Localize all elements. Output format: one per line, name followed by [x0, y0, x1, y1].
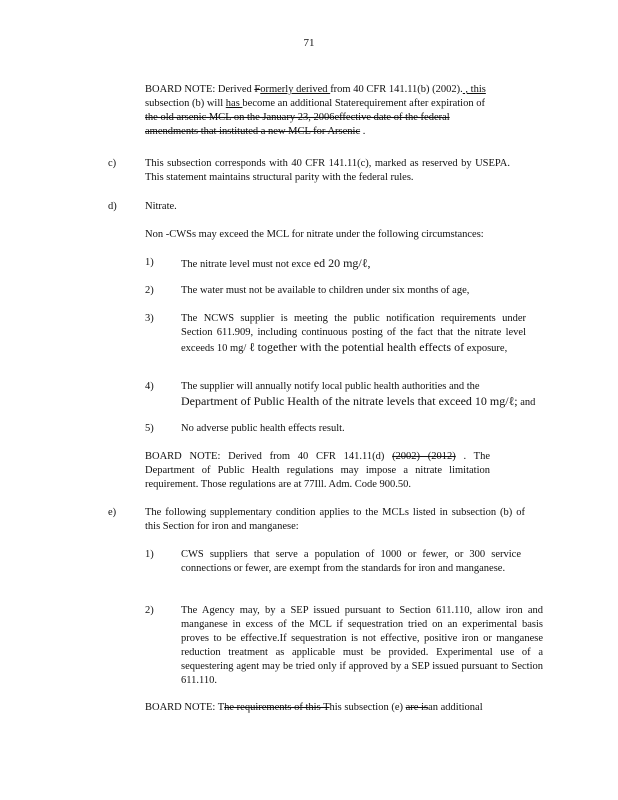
- item-c-label: c): [108, 158, 117, 169]
- item-d-5-text: No adverse public health effects result.: [181, 423, 345, 434]
- item-c-text: This subsection corresponds with 40 CFR 141.11(c), marked as reserved by USEPA. This statement maintains structural parity with the federal rules.: [145, 158, 510, 183]
- item-e-board-note: [145, 701, 545, 715]
- board-note-b-text-5: requirement after expiration of: [355, 98, 485, 109]
- item-e-2-label: 2): [145, 605, 154, 616]
- board-note-b-deleted-1: F: [254, 84, 261, 95]
- board-note-b-inserted-1: ormerly derived: [260, 84, 331, 95]
- item-e-intro: The following supplementary condition applies to the MCLs listed in subsection (b) of this Section for iron and manganese:: [145, 507, 525, 532]
- item-e-board-note-text-2: his subsection (e): [329, 702, 406, 713]
- item-e-board-note-text-1: BOARD NOTE: T: [145, 702, 225, 713]
- item-e-board-note-deleted-1: he requirements of this T: [224, 702, 330, 713]
- item-d-2-text: The water must not be available to children under six months of age,: [181, 285, 470, 296]
- board-note-b-deleted-4: amendments that instituted a new MCL for Arsenic: [145, 126, 361, 137]
- board-note-b-text-2: from 40 CFR 141.11(b) (2002).: [330, 84, 463, 95]
- item-d-3-text-tail2: exposure,: [466, 343, 508, 354]
- item-e-2-text: The Agency may, by a SEP issued pursuant to Section 611.110, allow iron and manganese in excess of the MCL if sequestration tried on an experimental basis proves to be effective.If sequestration is not effective, positive iron or manganese reduction treatment as applicable must be provided. Experimental use of a sequestering agent may be tried only if approved by a SEP issued pursuant to Section 611.110.: [181, 605, 543, 686]
- board-note-b-deleted-2: the old arsenic MCL on the January 23, 2006: [145, 112, 335, 123]
- item-d-4-label: 4): [145, 381, 154, 392]
- item-d-board-note-deleted: (2002) (2012): [392, 451, 456, 462]
- item-d-3-label: 3): [145, 313, 154, 324]
- item-d-4-text: [181, 380, 541, 410]
- item-d-5-label: 5): [145, 423, 154, 434]
- item-d-1-text-tail: ed 20 mg/ℓ,: [310, 256, 371, 270]
- board-note-b-inserted-3: has: [225, 98, 243, 109]
- item-d-4-text-tail: Department of Public Health of the nitrate levels that exceed 10 mg/ℓ;: [181, 394, 518, 408]
- item-d-3-text-tail: ℓ together with the potential health effects of: [248, 340, 465, 354]
- item-d-3-text-main: The NCWS supplier is meeting the public notification requirements under Section 611.909, including continuous posting of the fact that the nitrate level exceeds 10 mg/: [181, 313, 526, 354]
- item-e-1-label: 1): [145, 549, 154, 560]
- item-d-1-text: [181, 256, 521, 272]
- board-note-b-text-1: BOARD NOTE: Derived: [145, 84, 255, 95]
- board-note-b-deleted-3: effective date of the federal: [334, 112, 450, 123]
- item-d-1-label: 1): [145, 257, 154, 268]
- item-d-label: d): [108, 201, 117, 212]
- item-d-4-text-main: The supplier will annually notify local public health authorities and the: [181, 381, 480, 392]
- board-note-b-text-4: become an additional State: [242, 98, 356, 109]
- board-note-b-inserted-2: , this: [462, 84, 486, 95]
- board-note-b: [145, 83, 538, 139]
- item-d-title: Nitrate.: [145, 201, 177, 212]
- item-d-board-note-text-1: BOARD NOTE: Derived from 40 CFR 141.11(d): [145, 451, 393, 462]
- item-e-board-note-deleted-2: are is: [405, 702, 429, 713]
- item-e-1-text: CWS suppliers that serve a population of 1000 or fewer, or 300 service connections or fewer, are exempt from the standards for iron and manganese.: [181, 549, 521, 574]
- item-d-3-text: [181, 312, 526, 356]
- item-d-intro: Non -CWSs may exceed the MCL for nitrate under the following circumstances:: [145, 229, 484, 240]
- board-note-b-text-3: subsection (b) will: [145, 98, 226, 109]
- item-d-board-note: [145, 450, 490, 492]
- item-e-board-note-text-3: an additional: [428, 702, 483, 713]
- item-d-1-text-main: The nitrate level must not exce: [181, 259, 311, 270]
- item-d-4-text-tail2: and: [517, 397, 536, 408]
- page-number: 71: [303, 37, 315, 49]
- item-d-board-note-text-2: . The Department of Public Health regulations may impose a nitrate limitation requirement. Those regulations are at 77Ill. Adm. Code 900.50.: [145, 451, 490, 490]
- item-e-label: e): [108, 507, 117, 518]
- item-d-2-label: 2): [145, 285, 154, 296]
- board-note-b-text-6: .: [360, 126, 366, 137]
